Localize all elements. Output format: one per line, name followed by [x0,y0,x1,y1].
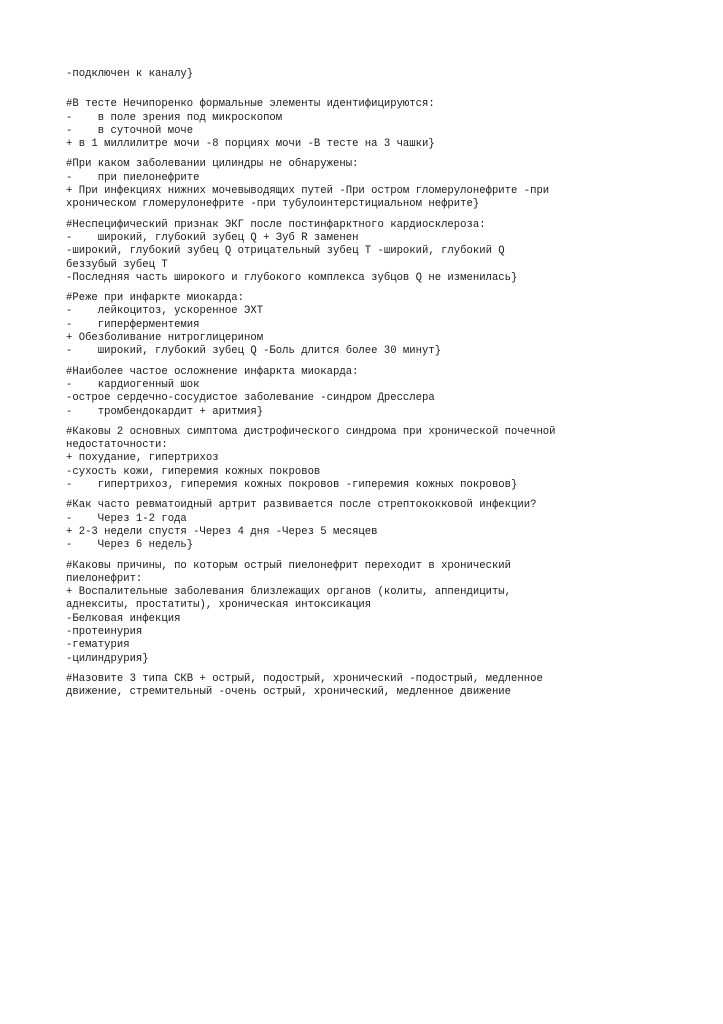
question-block [66,499,666,552]
question-text: #Наиболее частое осложнение инфаркта миокарда: [66,365,359,378]
answer-option: -острое сердечно-сосудистое заболевание -синдром Дресслера [66,392,435,405]
question-text: #Как часто ревматоидный артрит развивается после стрептококковой инфекции? [66,499,537,512]
question-text: #При каком заболевании цилиндры не обнаружены: [66,158,359,171]
document-content [66,68,666,706]
answer-option: - гиперферментемия [66,318,200,331]
answer-option: беззубый зубец T [66,258,168,271]
answer-option: - широкий, глубокий зубец Q -Боль длится более 30 минут} [66,345,442,358]
answer-option: - в суточной моче [66,124,194,137]
question-text: движение, стремительный -очень острый, хронический, медленное движение [66,686,512,699]
question-block [66,366,666,419]
question-text: #Каковы 2 основных симптома дистрофического синдрома при хронической почечной [66,425,556,438]
answer-option: + похудание, гипертрихоз [66,452,219,465]
answer-option: - в поле зрения под микроскопом [66,111,283,124]
answer-option: -Белковая инфекция [66,612,181,625]
answer-option: аднекситы, простатиты), хроническая интоксикация [66,599,372,612]
question-text: недостаточности: [66,439,168,452]
answer-option: -протеинурия [66,625,143,638]
question-block [66,560,666,666]
question-block [66,292,666,358]
answer-option: - Через 1-2 года [66,512,187,525]
answer-option: + Воспалительные заболевания близлежащих органов (колиты, аппендициты, [66,586,512,599]
question-block [66,158,666,211]
answer-option: -цилиндрурия} [66,652,149,665]
answer-option: - широкий, глубокий зубец Q + Зуб R заменен [66,231,359,244]
question-block [66,219,666,285]
answer-option: - кардиогенный шок [66,378,200,391]
question-block [66,426,666,492]
text-block [66,68,666,81]
answer-option: + 2-3 недели спустя -Через 4 дня -Через 5 месяцев [66,525,378,538]
answer-option: - гипертрихоз, гиперемия кожных покровов -гиперемия кожных покровов} [66,479,518,492]
answer-option: + Обезболивание нитроглицерином [66,332,264,345]
answer-option: - лейкоцитоз, ускоренное ЭХТ [66,305,264,318]
answer-option: -сухость кожи, гиперемия кожных покровов [66,465,321,478]
question-text: #Неспецифический признак ЭКГ после постинфарктного кардиосклероза: [66,218,486,231]
answer-option: хроническом гломерулонефрите -при тубулоинтерстициальном нефрите} [66,198,480,211]
question-text: #Каковы причины, по которым острый пиелонефрит переходит в хронический [66,559,512,572]
answer-option: + При инфекциях нижних мочевыводящих путей -При остром гломерулонефрите -при [66,185,550,198]
answer-option: - тромбендокардит + аритмия} [66,405,264,418]
text-line: -подключен к каналу} [66,68,194,80]
question-text: #Назовите 3 типа СКВ + острый, подострый, хронический -подострый, медленное [66,672,543,685]
question-text: пиелонефрит: [66,572,143,585]
question-text: #В тесте Нечипоренко формальные элементы идентифицируются: [66,98,435,111]
question-block [66,673,666,700]
answer-option: - Через 6 недель} [66,539,194,552]
answer-option: -Последняя часть широкого и глубокого комплекса зубцов Q не изменилась} [66,271,518,284]
question-text: #Реже при инфаркте миокарда: [66,292,245,305]
answer-option: -гематурия [66,639,130,652]
question-block [66,98,666,151]
answer-option: -широкий, глубокий зубец Q отрицательный зубец T -широкий, глубокий Q [66,245,505,258]
answer-option: + в 1 миллилитре мочи -8 порциях мочи -В тесте на 3 чашки} [66,138,435,151]
answer-option: - при пиелонефрите [66,171,200,184]
